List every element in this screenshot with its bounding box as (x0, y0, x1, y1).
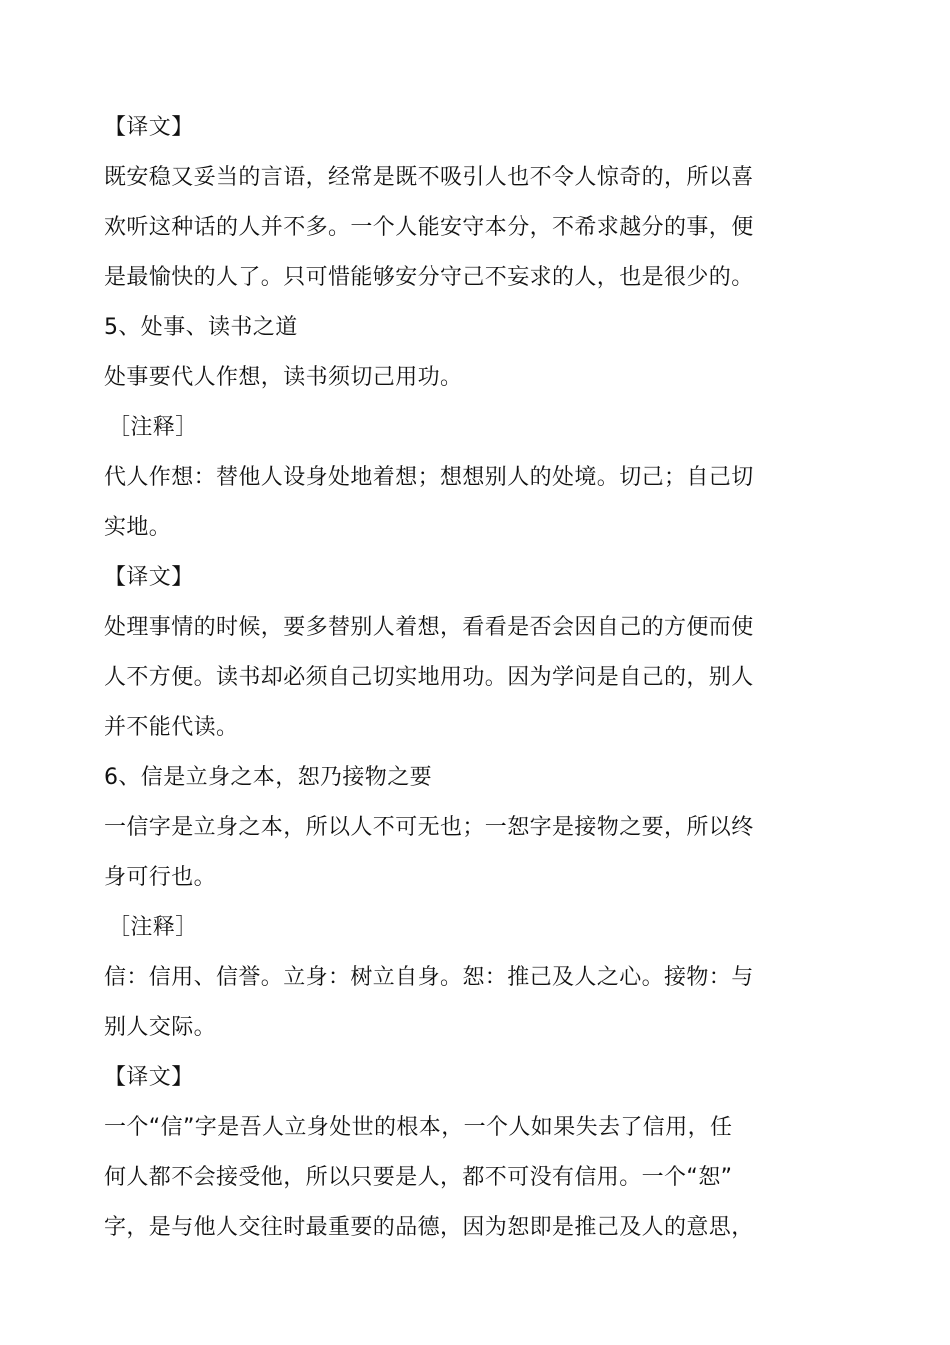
paragraph-line: 既安稳又妥当的言语，经常是既不吸引人也不令人惊奇的，所以喜 (104, 165, 754, 190)
translation-heading: 【译文】 (104, 1065, 194, 1090)
translation-heading: 【译文】 (104, 115, 194, 140)
paragraph-line: 别人交际。 (104, 1015, 217, 1040)
paragraph-line: 信：信用、信誉。立身：树立自身。恕：推己及人之心。接物：与 (104, 965, 754, 990)
paragraph-line: 人不方便。读书却必须自己切实地用功。因为学问是自己的，别人 (104, 665, 754, 690)
paragraph-line: 处理事情的时候，要多替别人着想，看看是否会因自己的方便而使 (104, 615, 754, 640)
paragraph-line: 身可行也。 (104, 865, 217, 890)
notes-heading: ［注释］ (108, 915, 198, 940)
paragraph-line: 实地。 (104, 515, 172, 540)
section-title: 6、信是立身之本，恕乃接物之要 (104, 765, 432, 790)
document-page (104, 103, 784, 1253)
notes-heading: ［注释］ (108, 415, 198, 440)
paragraph-line: 一个“信”字是吾人立身处世的根本，一个人如果失去了信用，任 (104, 1115, 733, 1140)
paragraph-line: 欢听这种话的人并不多。一个人能安守本分，不希求越分的事，便 (104, 215, 754, 240)
paragraph-line: 并不能代读。 (104, 715, 239, 740)
paragraph-line: 何人都不会接受他，所以只要是人，都不可没有信用。一个“恕” (104, 1165, 733, 1190)
section-title: 5、处事、读书之道 (104, 315, 298, 340)
paragraph-line: 一信字是立身之本，所以人不可无也；一恕字是接物之要，所以终 (104, 815, 754, 840)
paragraph-line: 处事要代人作想，读书须切己用功。 (104, 365, 463, 390)
paragraph-line: 字，是与他人交往时最重要的品德，因为恕即是推己及人的意思， (104, 1215, 754, 1240)
paragraph-line: 是最愉快的人了。只可惜能够安分守己不妄求的人，也是很少的。 (104, 265, 754, 290)
translation-heading: 【译文】 (104, 565, 194, 590)
paragraph-line: 代人作想：替他人设身处地着想；想想别人的处境。切己；自己切 (104, 465, 754, 490)
